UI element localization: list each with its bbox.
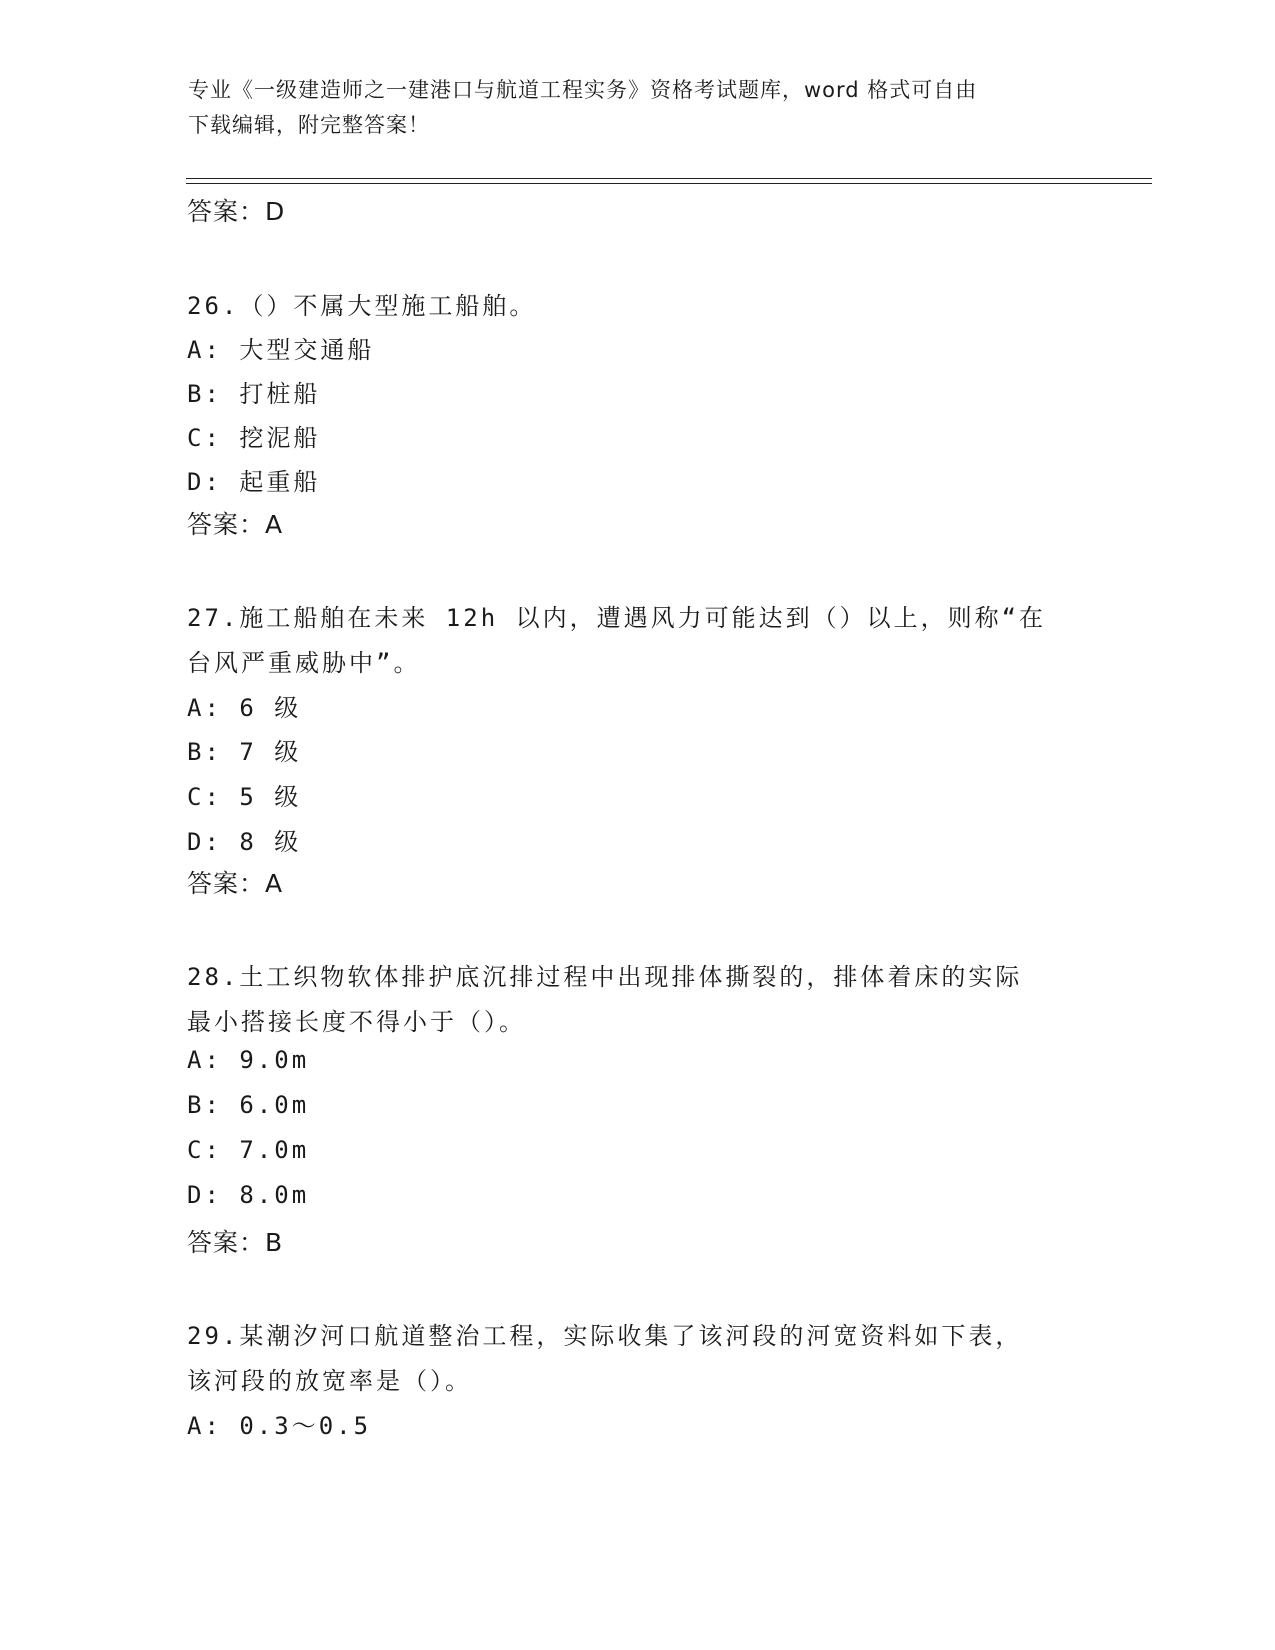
question-stem: 29.某潮汐河口航道整治工程，实际收集了该河段的河宽资料如下表， [187, 1322, 1023, 1350]
option-b: B: 打桩船 [187, 380, 321, 408]
header-line-1: 专业《一级建造师之一建港口与航道工程实务》资格考试题库，word 格式可自由 [188, 78, 978, 102]
option-c: C: 挖泥船 [187, 424, 321, 452]
option-d: D: 起重船 [187, 468, 321, 496]
option-a: A: 大型交通船 [187, 336, 375, 364]
option-b: B: 7 级 [187, 738, 302, 766]
question-stem: 27.施工船舶在未来 12h 以内，遭遇风力可能达到（）以上，则称“在 [187, 604, 1047, 632]
option-d: D: 8 级 [187, 828, 302, 856]
option-b: B: 6.0m [187, 1091, 310, 1119]
option-c: C: 5 级 [187, 783, 302, 811]
question-stem-continued: 台风严重威胁中”。 [187, 649, 421, 677]
option-d: D: 8.0m [187, 1181, 310, 1209]
answer-label: 答案：A [187, 869, 284, 898]
option-a: A: 0.3～0.5 [187, 1412, 372, 1440]
header-divider-bottom [186, 183, 1152, 184]
header-divider-top [186, 178, 1152, 179]
option-a: A: 6 级 [187, 694, 302, 722]
option-a: A: 9.0m [187, 1046, 310, 1074]
document-header [188, 73, 1068, 143]
option-c: C: 7.0m [187, 1136, 310, 1164]
question-stem-continued: 最小搭接长度不得小于（）。 [187, 1008, 526, 1036]
answer-label: 答案：D [187, 197, 286, 226]
answer-label: 答案：A [187, 510, 284, 539]
question-stem: 26.（）不属大型施工船舶。 [187, 292, 537, 320]
header-line-2: 下载编辑，附完整答案！ [188, 113, 430, 137]
question-stem-continued: 该河段的放宽率是（）。 [187, 1367, 472, 1395]
answer-label: 答案：B [187, 1228, 284, 1257]
question-stem: 28.土工织物软体排护底沉排过程中出现排体撕裂的，排体着床的实际 [187, 963, 1023, 991]
